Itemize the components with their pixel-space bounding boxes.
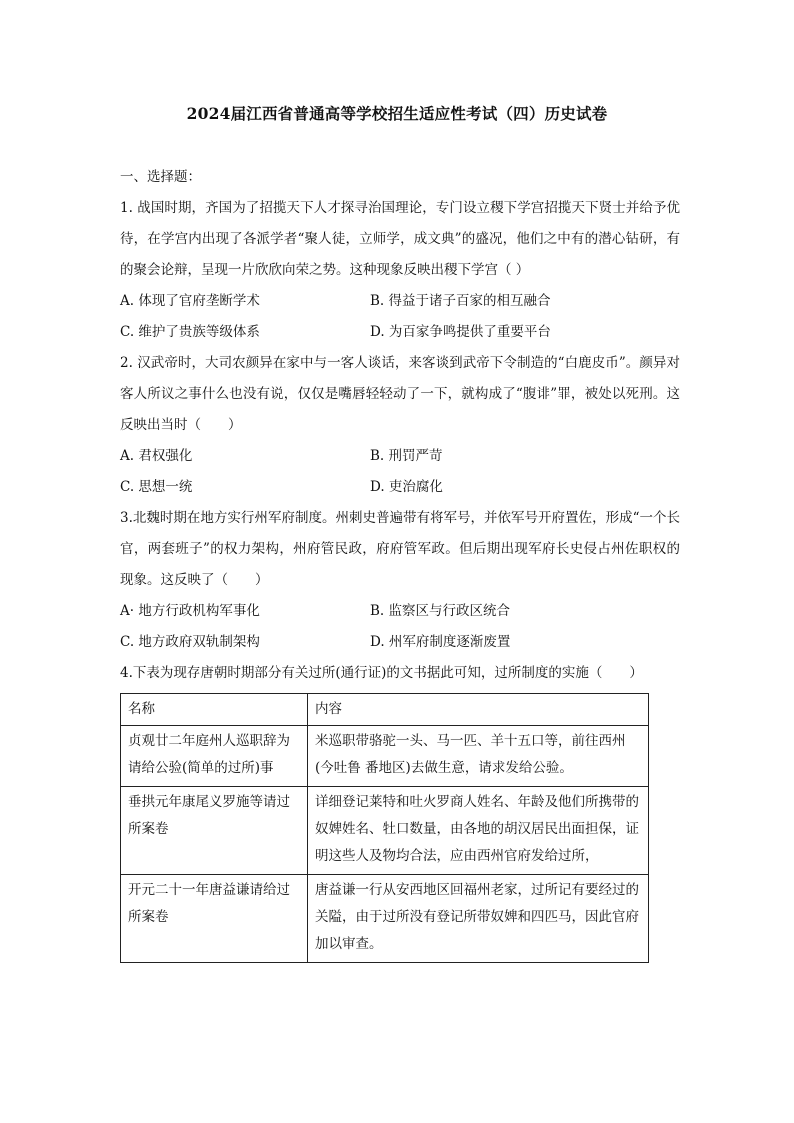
table-cell-content: 米巡职带骆驼一头、马一匹、羊十五口等，前往西州(今吐鲁 番地区)去做生意，请求发给公验。 [308, 726, 649, 787]
table-header-name: 名称 [121, 694, 308, 726]
question-1-option-d[interactable]: D. 为百家争鸣提供了重要平台 [370, 324, 551, 340]
question-1-option-b[interactable]: B. 得益于诸子百家的相互融合 [370, 293, 551, 309]
question-3-text: 3.北魏时期在地方实行州军府制度。州刺史普遍带有将军号，并依军号开府置佐，形成“一个长官，两套班子”的权力架构，州府管民政，府府管军政。但后期出现军府长史侵占州佐职权的现象。这反映了（ ） [120, 510, 680, 588]
table-row [121, 787, 649, 875]
question-4-text: 4.下表为现存唐朝时期部分有关过所(通行证)的文书据此可知，过所制度的实施（ ） [120, 665, 643, 681]
question-2-text: 2. 汉武帝时，大司农颜异在家中与一客人谈话，来客谈到武帝下令制造的“白鹿皮币”。颜异对客人所议之事什么也没有说，仅仅是嘴唇轻轻动了一下，就构成了“腹诽”罪，被处以死刑。这反映出当时（ ） [120, 355, 680, 433]
question-3-option-c[interactable]: C. 地方政府双轨制架构 [120, 634, 260, 650]
question-1-option-c[interactable]: C. 维护了贵族等级体系 [120, 324, 260, 340]
question-1-text: 1. 战国时期，齐国为了招揽天下人才探寻治国理论，专门设立稷下学宫招揽天下贤士并给予优待，在学宫内出现了各派学者“聚人徒，立师学，成文典”的盛况，他们之中有的潜心钻研，有的聚会论辩，呈现一片欣欣向荣之势。这种现象反映出稷下学宫（ ） [120, 200, 680, 278]
question-2-options [120, 441, 680, 503]
question-3-option-d[interactable]: D. 州军府制度逐渐废置 [370, 634, 511, 650]
table-row [121, 726, 649, 787]
table-row [121, 875, 649, 963]
table-cell-name: 贞观廿二年庭州人巡职辞为请给公验(简单的过所)事 [121, 726, 308, 787]
question-2-option-c[interactable]: C. 思想一统 [120, 479, 193, 495]
question-2-option-b[interactable]: B. 刑罚严苛 [370, 448, 443, 464]
question-4-table [120, 693, 649, 963]
section-heading: 一、选择题： [120, 169, 201, 185]
table-cell-content: 详细登记莱特和吐火罗商人姓名、年龄及他们所携带的奴婢姓名、牡口数量，由各地的胡汉居民出面担保，证明这些人及物均合法，应由西州官府发给过所， [308, 787, 649, 875]
question-2-option-a[interactable]: A. 君权强化 [120, 448, 193, 464]
question-2-option-d[interactable]: D. 吏治腐化 [370, 479, 443, 495]
exam-title: 2024届江西省普通高等学校招生适应性考试（四）历史试卷 [186, 104, 608, 123]
table-cell-name: 垂拱元年康尾义罗施等请过所案卷 [121, 787, 308, 875]
question-1-options [120, 286, 680, 348]
table-header-row [121, 694, 649, 726]
question-3-option-a[interactable]: A· 地方行政机构军事化 [120, 603, 260, 619]
table-cell-name: 开元二十一年唐益谦请给过所案卷 [121, 875, 308, 963]
question-3-option-b[interactable]: B. 监察区与行政区统合 [370, 603, 511, 619]
question-1-option-a[interactable]: A. 体现了官府垄断学术 [120, 293, 260, 309]
question-3-options [120, 596, 680, 658]
exam-content [120, 162, 680, 963]
table-cell-content: 唐益谦一行从安西地区回福州老家，过所记有要经过的关隘，由于过所没有登记所带奴婢和四匹马，因此官府加以审查。 [308, 875, 649, 963]
table-header-content: 内容 [308, 694, 649, 726]
